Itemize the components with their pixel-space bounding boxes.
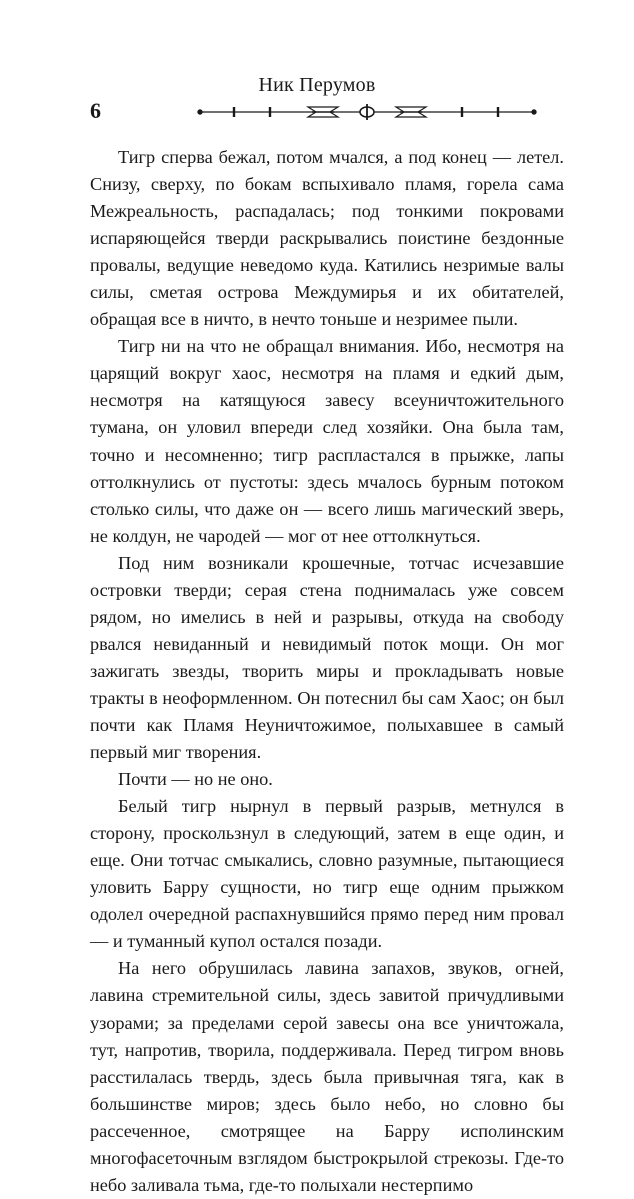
page-number: 6	[90, 98, 101, 123]
paragraph: На него обрушилась лавина запахов, звуков, огней, лавина стремительной силы, здесь завитой причудливыми узорами; за пределами серой завесы она все уничтожала, тут, напротив, творила, поддерживала. Перед тигром вновь расстилалась твердь, здесь была привычная тяга, как в большинстве миров; здесь было небо, но словно бы рассеченное, смотрящее на Барру исполинским многофасеточным взглядом быстрокрылой стрекозы. Где-то небо заливала тьма, где-то полыхали нестерпимо	[90, 958, 564, 1195]
page-body-text	[90, 144, 564, 1199]
paragraph: Почти — но не оно.	[118, 769, 273, 790]
running-head-author: Ник Перумов	[258, 74, 376, 96]
paragraph: Под ним возникали крошечные, тотчас исчезавшие островки тверди; серая стена поднималась уже совсем рядом, но имелись в ней и разрывы, откуда на свободу рвался невиданный и невидимый поток мощи. Он мог зажигать звезды, творить миры и прокладывать новые тракты в неоформленном. Он потеснил бы сам Хаос; он был почти как Пламя Неуничтожимое, полыхавшее в самый первый миг творения.	[90, 552, 564, 763]
header-ornament-icon	[196, 103, 538, 121]
paragraph: Тигр сперва бежал, потом мчался, а под конец — летел. Снизу, сверху, по бокам вспыхивало пламя, горела сама Межреальность, распадалась; под тонкими покровами испаряющейся тверди раскрывались поистине бездонные провалы, ведущие неведомо куда. Катились незримые валы силы, сметая острова Междумирья и их обитателей, обращая все в ничто, в нечто тоньше и незримее пыли.	[90, 147, 564, 330]
paragraph: Тигр ни на что не обращал внимания. Ибо, несмотря на царящий вокруг хаос, несмотря на пламя и едкий дым, несмотря на катящуюся завесу всеуничтожительного тумана, он уловил впереди след хозяйки. Она была там, точно и несомненно; тигр распластался в прыжке, лапы оттолкнулись от пустоты: здесь мчалось бурным потоком столько силы, что даже он — всего лишь магический зверь, не колдун, не чародей — мог от нее оттолкнуться.	[90, 336, 564, 546]
paragraph: Белый тигр нырнул в первый разрыв, метнулся в сторону, проскользнул в следующий, затем в еще один, и еще. Они тотчас смыкались, словно разумные, пытающиеся уловить Барру сущности, но тигр еще одним прыжком одолел очередной распахнувшийся прямо перед ним провал — и туманный купол остался позади.	[90, 796, 564, 952]
